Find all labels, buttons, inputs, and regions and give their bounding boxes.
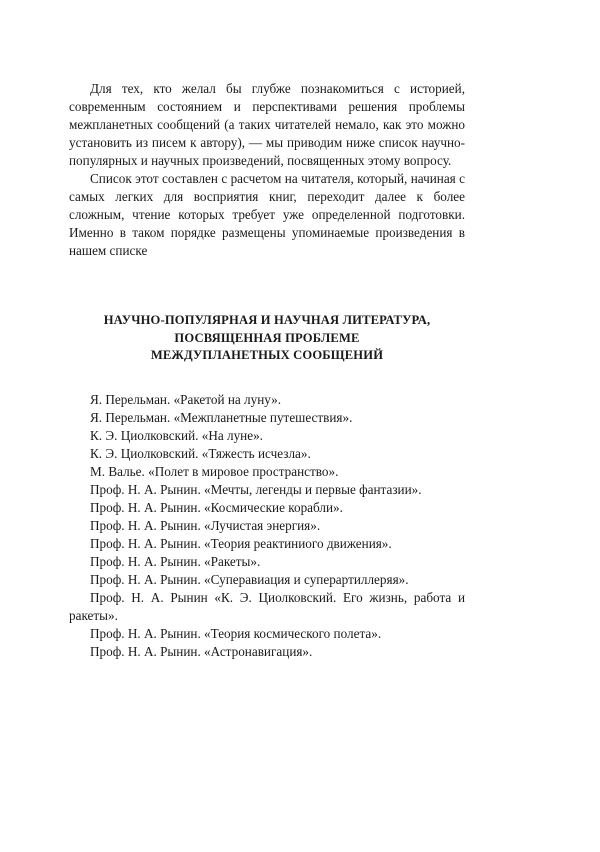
list-item: Проф. Н. А. Рынин. «Теория космического полета». <box>90 625 382 641</box>
bibliography-list <box>69 391 465 661</box>
list-item: Проф. Н. А. Рынин. «Астронавигация». <box>90 643 313 659</box>
page-text-block <box>69 80 465 661</box>
spacer <box>69 260 465 312</box>
list-item: М. Валье. «Полет в мировое пространство». <box>90 463 339 479</box>
list-item: Проф. Н. А. Рынин «К. Э. Циолковский. Его жизнь, работа и ракеты». <box>69 589 465 623</box>
list-item: К. Э. Циолковский. «Тяжесть исчезла». <box>90 445 311 461</box>
heading-line: НАУЧНО-ПОПУЛЯРНАЯ И НАУЧНАЯ ЛИТЕРАТУРА, <box>103 313 431 327</box>
section-heading <box>69 312 465 365</box>
paragraph: Для тех, кто желал бы глубже познакомиться с историей, современным состоянием и перспективами решения проблемы межпланетных сообщений (а таких читателей немало, как это можно установить из писем к автору), — мы приводим ниже список научно-популярных и научных произведений, посвященных этому вопросу. <box>69 81 465 168</box>
spacer <box>69 365 465 391</box>
list-item: Проф. Н. А. Рынин. «Теория реактиниого движения». <box>90 535 392 551</box>
intro-paragraphs <box>69 80 465 260</box>
list-item: Проф. Н. А. Рынин. «Ракеты». <box>90 553 261 569</box>
list-item: Я. Перельман. «Ракетой на луну». <box>90 391 282 407</box>
heading-line: ПОСВЯЩЕННАЯ ПРОБЛЕМЕ <box>174 330 360 345</box>
list-item: К. Э. Циолковский. «На луне». <box>90 427 263 443</box>
list-item: Я. Перельман. «Межпланетные путешествия». <box>90 409 353 425</box>
list-item: Проф. Н. А. Рынин. «Космические корабли». <box>90 499 343 515</box>
paragraph: Список этот составлен с расчетом на читателя, который, начиная с самых легких для восприятия книг, переходит далее к более сложным, чтение которых требует уже определенной подготовки. Именно в таком порядке размещены упоминаемые произведения в нашем списке <box>69 171 465 258</box>
list-item: Проф. Н. А. Рынин. «Лучистая энергия». <box>90 517 321 533</box>
heading-line: МЕЖДУПЛАНЕТНЫХ СООБЩЕНИЙ <box>150 348 384 362</box>
list-item: Проф. Н. А. Рынин. «Мечты, легенды и первые фантазии». <box>90 481 422 497</box>
list-item: Проф. Н. А. Рынин. «Суперавиация и суперартиллеряя». <box>90 571 409 587</box>
